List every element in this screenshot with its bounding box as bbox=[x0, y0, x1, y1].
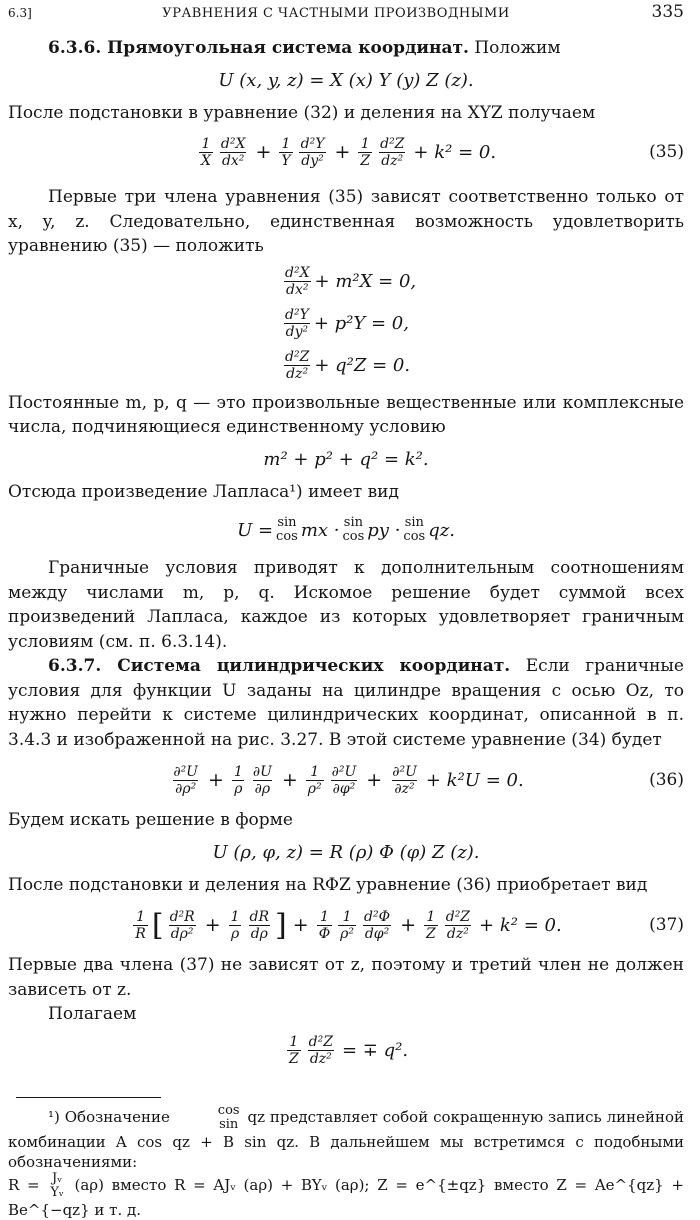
equation-condition bbox=[8, 440, 684, 480]
equation-separation-text: U (x, y, z) = X (x) Y (y) Z (z). bbox=[218, 70, 474, 91]
paragraph-first-two: Первые два члена (37) не зависят от z, поэтому и третий член не должен зависеть от z. bbox=[8, 955, 684, 1000]
section-ref: 6.3] bbox=[8, 6, 32, 20]
equation-number-36: (36) bbox=[649, 770, 684, 790]
paragraph-boundary: Граничные условия приводят к дополнительным соотношениям между числами m, p, q. Искомое решение будет суммой всех произведений Лапласа, каждое из которых удовлетворяет граничным условиям (см. п. 6.3.14). bbox=[8, 558, 684, 652]
page-number: 335 bbox=[651, 2, 684, 22]
eq35-frac-4: $\frac{\text{d²Y}}{\text{dy²}}$ bbox=[300, 135, 325, 169]
running-head bbox=[8, 0, 684, 24]
ode-row-x: $\frac{\text{d²X}}{\text{dx²}}$ + m²X = 0, bbox=[285, 265, 417, 298]
ode-system bbox=[280, 261, 684, 387]
heading-637-paragraph bbox=[8, 654, 684, 752]
equation-35: $\frac{1}{X}$ $\frac{\text{d²X}}{\text{dx²}}$ + $\frac{1}{Y}$ $\frac{\text{d²Y}}{\text{dy²}}$ + $\frac{1}{Z}$ $\frac{\text{d²Z}}{\text{dz²}}$ + k² = 0. (35) bbox=[200, 135, 684, 169]
heading-636-lead: Положим bbox=[468, 38, 561, 58]
eq35-frac-6: $\frac{\text{d²Z}}{\text{dz²}}$ bbox=[380, 135, 405, 169]
eq35-frac-5: $\frac{1}{Z}$ bbox=[360, 135, 371, 169]
footnote-bessel-stack: Jᵥ Yᵥ bbox=[50, 1170, 64, 1200]
equation-laplace: U = sin cos mx · sin cos py · sin cos qz. bbox=[237, 515, 455, 544]
equation-37: $\frac{1}{R}$ [ $\frac{\text{d²R}}{\text{dρ²}}$ + $\frac{1}{\rho}$ $\frac{dR}{d\rho}$ ] + $\frac{1}{\Phi}$ $\frac{1}{\text{ρ²}}$ $\frac{\text{d²Φ}}{\text{dφ²}}$ + $\frac{1}{Z}$ $\frac{\text{d²Z}}{\text{dz²}}$ + k² = 0. (37) bbox=[135, 907, 684, 943]
ode-row-y: $\frac{\text{d²Y}}{\text{dy²}}$ + p²Y = 0, bbox=[285, 307, 409, 340]
ode-row-y-rest: + p²Y = 0, bbox=[313, 313, 409, 334]
footnote-cos-sin-stack: cos sin bbox=[217, 1102, 240, 1132]
eq35-tail: + k² = 0. bbox=[413, 141, 497, 163]
sin-cos-stack-1: sin cos bbox=[276, 515, 298, 544]
eq35-frac-1: $\frac{1}{X}$ bbox=[200, 135, 211, 169]
equation-number-35: (35) bbox=[649, 142, 684, 162]
ode-row-z-rest: + q²Z = 0. bbox=[314, 355, 411, 376]
eq35-frac-2: $\frac{\text{d²X}}{\text{dx²}}$ bbox=[220, 135, 246, 169]
ode-row-z: $\frac{\text{d²Z}}{\text{dz²}}$ + q²Z = 0. bbox=[285, 349, 411, 382]
heading-636-paragraph bbox=[8, 36, 684, 61]
paragraph-after-division: После подстановки и деления на RΦZ уравнение (36) приобретает вид bbox=[8, 874, 648, 895]
equation-number-37: (37) bbox=[649, 915, 684, 935]
equation-form bbox=[8, 833, 684, 873]
equation-36: $\frac{\text{∂²U}}{\text{∂ρ²}}$ + $\frac{1}{\rho}$ $\frac{\partial U}{\partial\rho}$ + $\frac{1}{\text{ρ²}}$ $\frac{\text{∂²U}}{\text{∂φ²}}$ + $\frac{\text{∂²U}}{\text{∂z²}}$ + k²U = 0. (36) bbox=[173, 763, 684, 797]
paragraph-constants: Постоянные m, p, q — это произвольные вещественные или комплексные числа, подчиняющиеся единственному условию bbox=[8, 392, 684, 437]
section-heading-636: 6.3.6. Прямоугольная система координат. bbox=[48, 38, 469, 58]
eq35-frac-3: $\frac{1}{Y}$ bbox=[281, 135, 291, 169]
sin-cos-stack-3: sin cos bbox=[403, 515, 426, 544]
paragraph-cylindrical: Если граничные условия для функции U заданы на цилиндре вращения с осью Oz, то нужно перейти к системе цилиндрических координат, описанной в п. 3.4.3 и изображенной на рис. 3.27. В этой системе уравнение (34) будет bbox=[8, 656, 684, 750]
sin-cos-stack-2: sin cos bbox=[342, 515, 365, 544]
paragraph-seek-solution: Будем искать решение в форме bbox=[8, 810, 293, 830]
equation-form-text: U (ρ, φ, z) = R (ρ) Φ (φ) Z (z). bbox=[212, 842, 480, 863]
paragraph-first-three: Первые три члена уравнения (35) зависят соответственно только от x, y, z. Следовательно, единственная возможность удовлетворить уравнению (35) — положить bbox=[8, 187, 684, 256]
equation-condition-text: m² + p² + q² = k². bbox=[263, 449, 429, 470]
footnote-rule bbox=[16, 1097, 161, 1098]
equation-separation-constant: $\frac{1}{Z}$ $\frac{\text{d²Z}}{\text{dz²}}$ = ∓ q². bbox=[288, 1034, 409, 1067]
equation-separation bbox=[8, 61, 684, 101]
paragraph-set: Полагаем bbox=[48, 1004, 137, 1024]
footnote: ¹) Обозначение cos sin qz представляет собой сокращенную запись линейной комбинации A cos qz + B sin qz. В дальнейшем мы встретимся с подобными обозначениями: bbox=[8, 1102, 685, 1171]
paragraph-substitution: После подстановки в уравнение (32) и деления на XYZ получаем bbox=[8, 102, 596, 123]
section-heading-637: 6.3.7. Система цилиндрических координат. bbox=[48, 656, 511, 676]
paragraph-laplace-product: Отсюда произведение Лапласа¹) имеет вид bbox=[8, 481, 399, 502]
ode-row-x-rest: + m²X = 0, bbox=[314, 271, 417, 292]
footnote-line-bessel: R = Jᵥ Yᵥ (aρ) вместо R = AJᵥ (aρ) + BYᵥ (aρ); Z = e^{±qz} вместо Z = Ae^{qz} + Be^{−qz} и т. д. bbox=[8, 1170, 684, 1219]
chapter-title: УРАВНЕНИЯ С ЧАСТНЫМИ ПРОИЗВОДНЫМИ bbox=[162, 6, 510, 21]
